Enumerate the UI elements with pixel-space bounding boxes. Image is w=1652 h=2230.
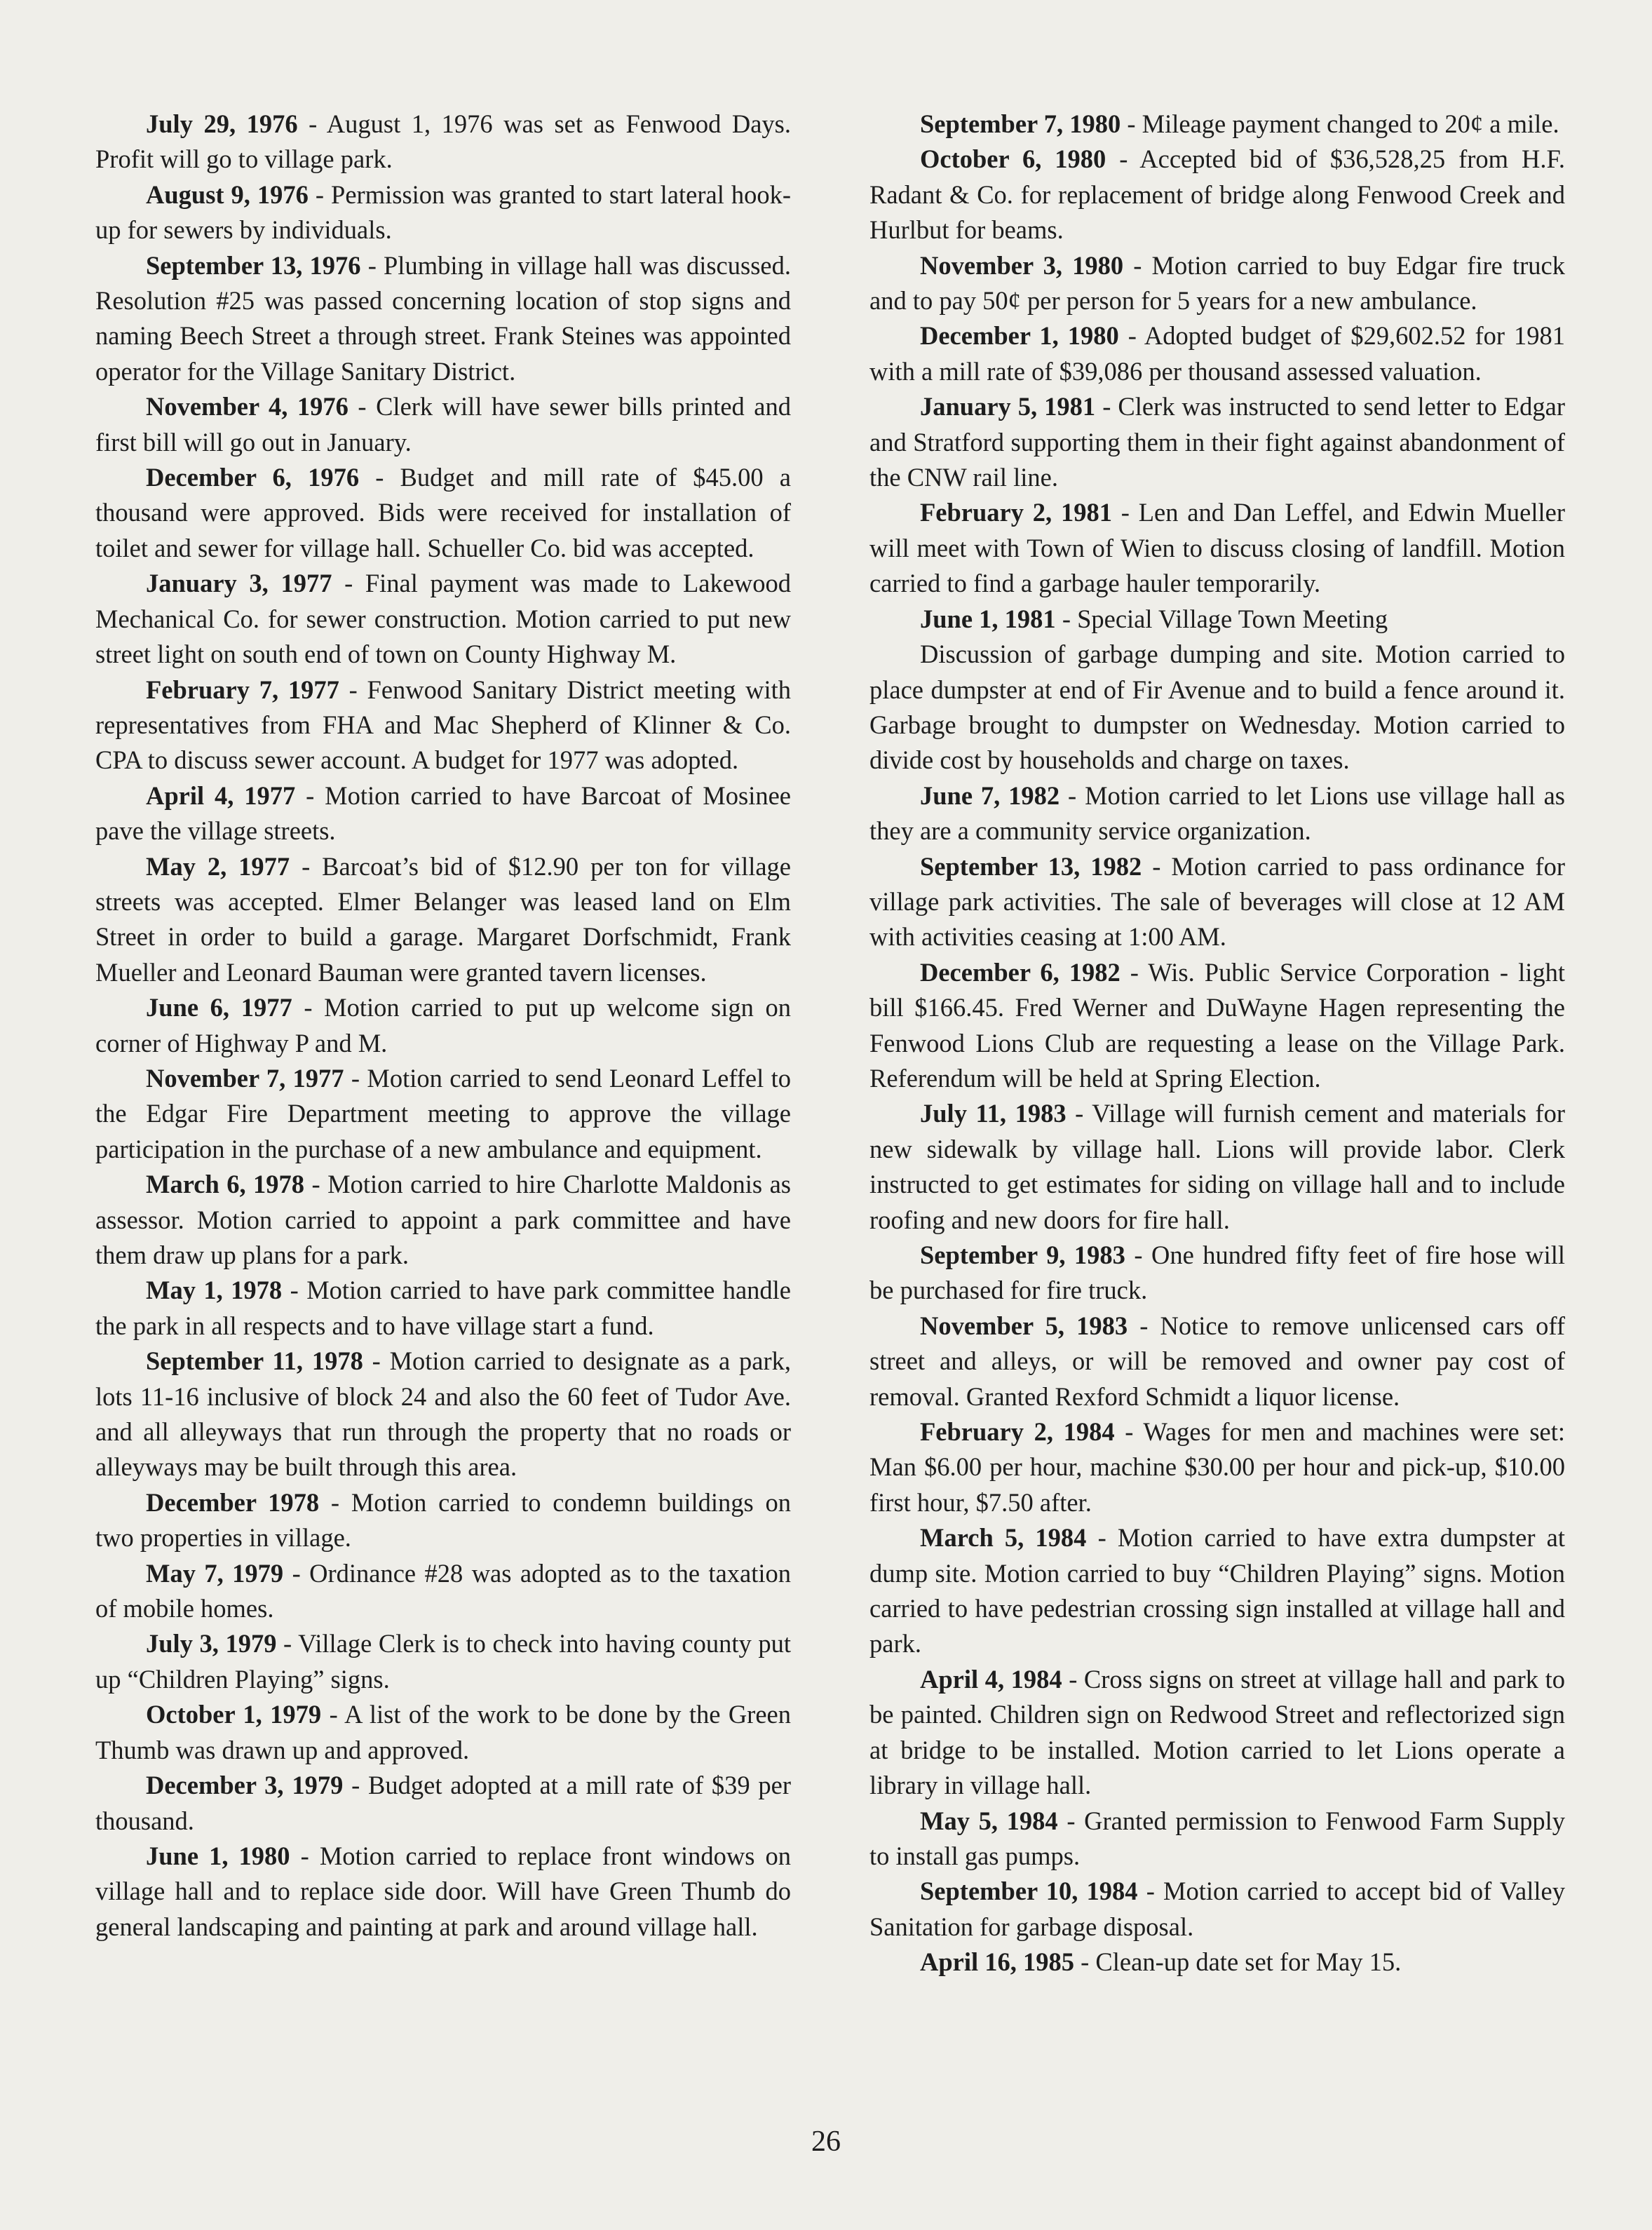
- entry-date: November 4, 1976: [146, 392, 348, 421]
- minutes-entry: [95, 107, 791, 177]
- minutes-entry: [95, 1273, 791, 1344]
- entry-text: - Len and Dan Leffel, and Edwin Mueller will meet with Town of Wien to discuss closing of landfill. Motion carried to find a garbage hauler temporarily.: [869, 498, 1565, 598]
- minutes-entry: [869, 1096, 1565, 1238]
- minutes-entry: [95, 566, 791, 672]
- entry-text: - Plumbing in village hall was discussed. Resolution #25 was passed concerning location of stop signs and naming Beech Street a through street. Frank Steines was appointed operator for the Village Sanitary District.: [95, 250, 791, 386]
- entry-date: September 13, 1976: [146, 250, 361, 280]
- entry-text: - Village will furnish cement and materials for new sidewalk by village hall. Lions will provide labor. Clerk instructed to get estimates for siding on village hall and to include roofing and new doors for fire hall.: [869, 1099, 1565, 1234]
- entry-text: - Clerk was instructed to send letter to Edgar and Stratford supporting them in their fight against abandonment of the CNW rail line.: [869, 392, 1565, 492]
- entry-date: July 29, 1976: [146, 109, 298, 138]
- entry-date: May 1, 1978: [146, 1276, 283, 1305]
- entry-date: September 10, 1984: [920, 1877, 1138, 1906]
- entry-text: - August 1, 1976 was set as Fenwood Days. Profit will go to village park.: [95, 109, 791, 174]
- entry-text: - Clerk will have sewer bills printed and first bill will go out in January.: [95, 392, 791, 457]
- entry-text: - Notice to remove unlicensed cars off street and alleys, or will be removed and owner pay cost of removal. Granted Rexford Schmidt a liquor license.: [869, 1311, 1565, 1411]
- entry-text: - Motion carried to condemn buildings on two properties in village.: [95, 1487, 791, 1553]
- entry-text: - Permission was granted to start lateral hook-up for sewers by individuals.: [95, 180, 791, 245]
- entry-date: October 1, 1979: [146, 1700, 322, 1729]
- entry-date: December 6, 1976: [146, 463, 360, 492]
- entry-date: April 16, 1985: [920, 1947, 1075, 1977]
- minutes-entry: [869, 1414, 1565, 1520]
- minutes-entry: [869, 495, 1565, 601]
- entry-date: December 1, 1980: [920, 321, 1119, 351]
- minutes-entry: [869, 849, 1565, 955]
- entry-date: December 3, 1979: [146, 1771, 344, 1800]
- entry-text: - Motion carried to let Lions use village hall as they are a community service organization.: [869, 780, 1565, 846]
- entry-text: - Special Village Town Meeting: [1055, 604, 1388, 633]
- minutes-entry: [869, 248, 1565, 319]
- minutes-entry: [869, 637, 1565, 778]
- entry-text: - Motion carried to have park committee handle the park in all respects and to have village start a fund.: [95, 1276, 792, 1340]
- minutes-entry: [95, 849, 791, 991]
- entry-date: May 7, 1979: [146, 1558, 284, 1588]
- minutes-entry: [869, 1804, 1565, 1874]
- page-number: 26: [811, 2126, 841, 2158]
- entry-text: - Budget adopted at a mill rate of $39 per thousand.: [95, 1771, 791, 1835]
- entry-date: April 4, 1984: [920, 1664, 1062, 1694]
- entry-text: - One hundred fifty feet of fire hose will be purchased for fire truck.: [869, 1241, 1565, 1305]
- entry-date: June 1, 1980: [146, 1841, 290, 1870]
- minutes-entry: [95, 673, 791, 778]
- entry-text: - Clean-up date set for May 15.: [1074, 1947, 1402, 1977]
- minutes-entry: [869, 142, 1565, 248]
- entry-date: March 5, 1984: [920, 1523, 1087, 1553]
- entry-text: - Village Clerk is to check into having county put up “Children Playing” signs.: [95, 1629, 791, 1694]
- entry-text: - Accepted bid of $36,528,25 from H.F. Radant & Co. for replacement of bridge along Fenwood Creek and Hurlbut for beams.: [869, 144, 1565, 245]
- minutes-entry: [95, 389, 791, 460]
- entry-date: April 4, 1977: [146, 780, 296, 810]
- entry-date: December 1978: [146, 1487, 320, 1517]
- entry-text: - Motion carried to pass ordinance for village park activities. The sale of beverages will close at 12 AM with activities ceasing at 1:00 AM.: [869, 851, 1565, 952]
- minutes-entry: [869, 389, 1565, 495]
- entry-text: - Mileage payment changed to 20¢ a mile.: [1120, 109, 1559, 138]
- entry-text: - Adopted budget of $29,602.52 for 1981 with a mill rate of $39,086 per thousand assessed valuation.: [869, 321, 1566, 386]
- entry-date: October 6, 1980: [920, 144, 1106, 174]
- entry-text: - Motion carried to replace front windows on village hall and to replace side door. Will have Green Thumb do general landscaping and painting at park and around village hall.: [95, 1841, 791, 1941]
- entry-date: July 11, 1983: [920, 1099, 1067, 1128]
- entry-date: May 5, 1984: [920, 1806, 1058, 1835]
- minutes-entry: [95, 177, 791, 248]
- minutes-entry: [95, 778, 791, 849]
- minutes-entry: [869, 107, 1565, 142]
- entry-text: - Motion carried to have Barcoat of Mosinee pave the village streets.: [95, 780, 791, 846]
- entry-text: - Motion carried to send Leonard Leffel to the Edgar Fire Department meeting to approve the village participation in the purchase of a new ambulance and equipment.: [95, 1063, 791, 1163]
- entry-date: June 1, 1981: [920, 604, 1056, 633]
- minutes-entry: [95, 1167, 791, 1273]
- minutes-entry: [869, 602, 1565, 637]
- minutes-entry: [869, 1874, 1565, 1945]
- entry-date: June 7, 1982: [920, 780, 1060, 810]
- minutes-entry: [869, 318, 1565, 389]
- minutes-entry: [869, 1520, 1565, 1662]
- entry-text: - Granted permission to Fenwood Farm Supply to install gas pumps.: [869, 1806, 1565, 1870]
- minutes-entry: [95, 1556, 791, 1627]
- minutes-entry: [869, 1309, 1565, 1414]
- minutes-entry: [95, 990, 791, 1061]
- minutes-entry: [869, 1238, 1565, 1309]
- minutes-entry: [869, 1662, 1565, 1804]
- entry-text: - Motion carried to buy Edgar fire truck and to pay 50¢ per person for 5 years for a new ambulance.: [869, 250, 1565, 316]
- entry-date: July 3, 1979: [146, 1629, 277, 1658]
- entry-date: November 5, 1983: [920, 1311, 1128, 1340]
- entry-date: September 9, 1983: [920, 1241, 1125, 1269]
- right-column: [869, 107, 1565, 1980]
- left-column: [95, 107, 791, 1945]
- entry-date: February 7, 1977: [146, 675, 339, 704]
- entry-date: December 6, 1982: [920, 957, 1120, 987]
- entry-text: Discussion of garbage dumping and site. Motion carried to place dumpster at end of Fir Avenue and to build a fence around it. Garbage brought to dumpster on Wednesday. Motion carried to divide cost by households and charge on taxes.: [869, 640, 1565, 775]
- entry-date: February 2, 1984: [920, 1417, 1115, 1447]
- entry-text: - A list of the work to be done by the Green Thumb was drawn up and approved.: [95, 1700, 791, 1764]
- minutes-entry: [95, 1768, 791, 1839]
- entry-text: - Motion carried to designate as a park, lots 11-16 inclusive of block 24 and also the 60 feet of Tudor Ave. and all alleyways that run through the property that no roads or alleyways may be built through this area.: [95, 1346, 791, 1482]
- entry-date: August 9, 1976: [146, 180, 309, 209]
- entry-date: January 3, 1977: [146, 569, 332, 598]
- minutes-entry: [95, 1626, 791, 1697]
- minutes-entry: [95, 1061, 791, 1167]
- entry-text: - Motion carried to put up welcome sign on corner of Highway P and M.: [95, 993, 791, 1057]
- entry-date: November 3, 1980: [920, 250, 1124, 280]
- entry-text: - Motion carried to hire Charlotte Maldonis as assessor. Motion carried to appoint a park committee and have them draw up plans for a park.: [95, 1170, 791, 1269]
- entry-date: March 6, 1978: [146, 1170, 305, 1199]
- minutes-entry: [95, 1839, 791, 1945]
- entry-text: - Final payment was made to Lakewood Mechanical Co. for sewer construction. Motion carried to put new street light on south end of town on County Highway M.: [95, 569, 791, 669]
- entry-text: - Wages for men and machines were set: Man $6.00 per hour, machine $30.00 per hour and pick-up, $10.00 first hour, $7.50 after.: [869, 1417, 1566, 1517]
- entry-date: February 2, 1981: [920, 498, 1112, 527]
- entry-date: May 2, 1977: [146, 851, 290, 881]
- minutes-entry: [869, 778, 1565, 849]
- entry-date: January 5, 1981: [920, 392, 1096, 421]
- minutes-entry: [95, 248, 791, 390]
- entry-date: November 7, 1977: [146, 1063, 344, 1093]
- minutes-entry: [95, 1697, 791, 1768]
- minutes-entry: [95, 1485, 791, 1556]
- minutes-entry: [869, 955, 1565, 1097]
- entry-text: - Fenwood Sanitary District meeting with representatives from FHA and Mac Shepherd of Klinner & Co. CPA to discuss sewer account. A budget for 1977 was adopted.: [95, 675, 791, 775]
- entry-text: - Ordinance #28 was adopted as to the taxation of mobile homes.: [95, 1558, 792, 1623]
- entry-text: - Motion carried to have extra dumpster at dump site. Motion carried to buy “Children Playing” signs. Motion carried to have pedestrian crossing sign installed at village hall and park.: [869, 1523, 1565, 1658]
- entry-date: September 7, 1980: [920, 109, 1121, 138]
- entry-text: - Cross signs on street at village hall and park to be painted. Children sign on Redwood Street and reflectorized sign at bridge to be installed. Motion carried to let Lions operate a library in village hall.: [869, 1664, 1565, 1800]
- minutes-entry: [95, 1344, 791, 1485]
- minutes-entry: [95, 460, 791, 566]
- entry-text: - Motion carried to accept bid of Valley Sanitation for garbage disposal.: [869, 1877, 1565, 1941]
- entry-date: September 11, 1978: [146, 1346, 363, 1376]
- entry-text: - Budget and mill rate of $45.00 a thousand were approved. Bids were received for installation of toilet and sewer for village hall. Schueller Co. bid was accepted.: [95, 463, 791, 562]
- minutes-entry: [869, 1945, 1565, 1980]
- entry-text: - Barcoat’s bid of $12.90 per ton for village streets was accepted. Elmer Belanger was leased land on Elm Street in order to build a garage. Margaret Dorfschmidt, Frank Mueller and Leonard Bauman were granted tavern licenses.: [95, 851, 791, 987]
- entry-date: June 6, 1977: [146, 993, 292, 1022]
- entry-text: - Wis. Public Service Corporation - light bill $166.45. Fred Werner and DuWayne Hagen representing the Fenwood Lions Club are requesting a lease on the Village Park. Referendum will be held at Spring Election.: [869, 957, 1565, 1093]
- entry-date: September 13, 1982: [920, 851, 1142, 881]
